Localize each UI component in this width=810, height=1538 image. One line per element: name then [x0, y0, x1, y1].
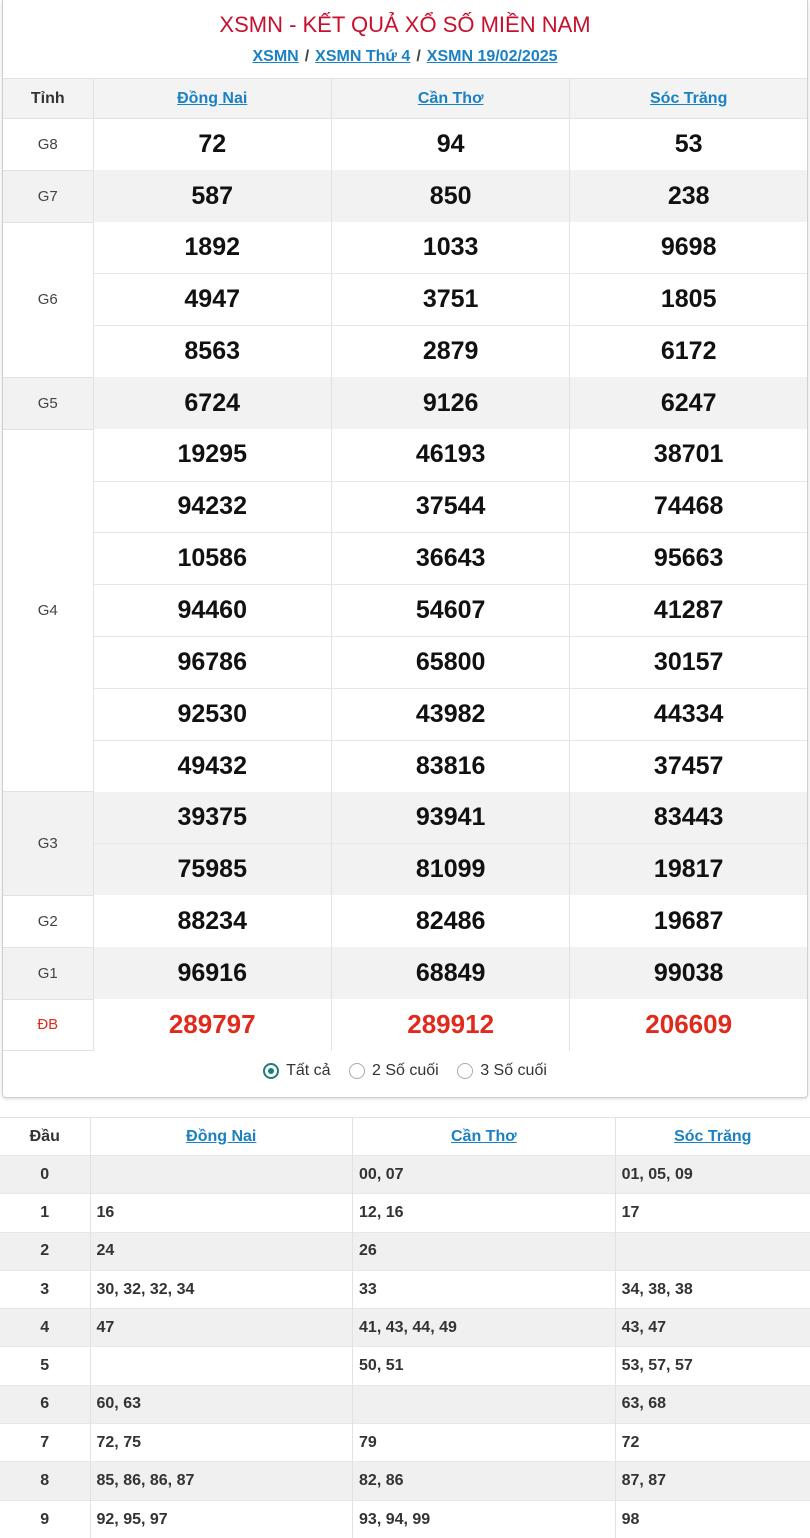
loto-values: 82, 86 — [353, 1462, 616, 1500]
loto-values: 26 — [353, 1232, 616, 1270]
special-prize-number: 289912 — [331, 999, 569, 1051]
prize-row-đb — [3, 999, 807, 1051]
prize-number: 37457 — [653, 751, 724, 780]
dau-digit: 6 — [0, 1385, 90, 1423]
breadcrumb — [3, 48, 807, 66]
prize-number: 46193 — [331, 429, 569, 481]
prize-number: 9698 — [570, 222, 807, 274]
loto-values: 98 — [615, 1500, 810, 1538]
dau-digit: 7 — [0, 1424, 90, 1462]
loto-row — [0, 1156, 810, 1194]
loto-values: 50, 51 — [353, 1347, 616, 1385]
loto-values — [353, 1385, 616, 1423]
prize-row-g6 — [3, 274, 807, 326]
prize-number: 94 — [331, 119, 569, 171]
prize-number: 1033 — [331, 222, 569, 274]
prize-number: 81099 — [331, 844, 569, 896]
prize-number: 3751 — [331, 274, 569, 326]
filter-3-digits-option[interactable] — [457, 1062, 547, 1080]
prize-label: G8 — [3, 119, 93, 171]
prize-number: 72 — [93, 119, 331, 171]
dau-digit: 3 — [0, 1270, 90, 1308]
dau-digit: 1 — [0, 1194, 90, 1232]
prize-number: 54607 — [331, 585, 569, 637]
filter-2-digits-option[interactable] — [349, 1062, 439, 1080]
prize-number: 96786 — [93, 636, 331, 688]
prize-row-g8 — [3, 119, 807, 171]
loto-values: 47 — [90, 1309, 353, 1347]
radio-icon[interactable] — [457, 1063, 473, 1079]
digit-filter — [3, 1062, 807, 1084]
loto-values: 85, 86, 86, 87 — [90, 1462, 353, 1500]
prize-row-g4 — [3, 533, 807, 585]
loto-values: 30, 32, 32, 34 — [90, 1270, 353, 1308]
loto-values: 43, 47 — [615, 1309, 810, 1347]
prize-number: 96916 — [93, 947, 331, 999]
prize-number: 39375 — [93, 792, 331, 844]
loto-row — [0, 1309, 810, 1347]
loto-row — [0, 1500, 810, 1538]
loto-values: 87, 87 — [615, 1462, 810, 1500]
breadcrumb-date[interactable]: XSMN 19/02/2025 — [426, 48, 558, 65]
loto-values: 72 — [615, 1424, 810, 1462]
prize-number: 82486 — [331, 895, 569, 947]
prize-number: 19295 — [93, 429, 331, 481]
prize-number: 41287 — [570, 585, 807, 637]
prize-label: G3 — [3, 792, 93, 896]
prize-number: 83443 — [570, 792, 807, 844]
prize-number: 44334 — [570, 688, 807, 740]
loto-row — [0, 1232, 810, 1270]
prize-row-g4 — [3, 688, 807, 740]
loto-values: 17 — [615, 1194, 810, 1232]
prize-label: G2 — [3, 895, 93, 947]
prize-number: 6724 — [93, 377, 331, 429]
loto-values: 00, 07 — [353, 1156, 616, 1194]
prize-number: 850 — [331, 170, 569, 222]
loto-header-row — [0, 1118, 810, 1156]
radio-selected-icon[interactable] — [263, 1063, 279, 1079]
prize-number: 30157 — [570, 636, 807, 688]
prize-number: 1805 — [570, 274, 807, 326]
loto-values: 34, 38, 38 — [615, 1270, 810, 1308]
special-prize-number: 206609 — [645, 1009, 733, 1040]
prize-label: G6 — [3, 222, 93, 377]
radio-icon[interactable] — [349, 1063, 365, 1079]
loto-values — [90, 1156, 353, 1194]
loto-row — [0, 1462, 810, 1500]
loto-values: 16 — [90, 1194, 353, 1232]
dau-digit: 5 — [0, 1347, 90, 1385]
breadcrumb-separator: / — [416, 48, 421, 65]
prize-number: 10586 — [93, 533, 331, 585]
loto-values: 24 — [90, 1232, 353, 1270]
loto-row — [0, 1270, 810, 1308]
loto-values: 33 — [353, 1270, 616, 1308]
prize-number: 74468 — [570, 481, 807, 533]
prize-row-g1 — [3, 947, 807, 999]
dau-digit: 8 — [0, 1462, 90, 1500]
loto-row — [0, 1385, 810, 1423]
prize-number: 37544 — [331, 481, 569, 533]
prize-number: 6172 — [660, 337, 717, 366]
prize-row-g6 — [3, 222, 807, 274]
loto-values: 53, 57, 57 — [615, 1347, 810, 1385]
breadcrumb-xsmn[interactable]: XSMN — [252, 48, 299, 65]
prize-row-g3 — [3, 844, 807, 896]
loto-province-link-soc-trang[interactable]: Sóc Trăng — [674, 1127, 752, 1145]
loto-values: 41, 43, 44, 49 — [353, 1309, 616, 1347]
prize-number: 92530 — [93, 688, 331, 740]
prize-number: 19687 — [653, 906, 724, 935]
prize-row-g7 — [3, 170, 807, 222]
dau-digit: 9 — [0, 1500, 90, 1538]
loto-values: 60, 63 — [90, 1385, 353, 1423]
loto-values: 72, 75 — [90, 1424, 353, 1462]
prize-row-g4 — [3, 585, 807, 637]
prize-number: 68849 — [331, 947, 569, 999]
prize-label: G5 — [3, 377, 93, 429]
loto-row — [0, 1347, 810, 1385]
prize-label: G1 — [3, 947, 93, 999]
prize-number: 94232 — [93, 481, 331, 533]
results-card — [2, 0, 808, 1098]
prize-number: 36643 — [331, 533, 569, 585]
prize-number: 99038 — [570, 947, 807, 999]
prize-row-g4 — [3, 636, 807, 688]
prize-number: 65800 — [331, 636, 569, 688]
prize-number: 4947 — [93, 274, 331, 326]
breadcrumb-weekday[interactable]: XSMN Thứ 4 — [315, 48, 411, 65]
loto-values: 63, 68 — [615, 1385, 810, 1423]
prize-number: 9126 — [331, 377, 569, 429]
dau-column-header: Đầu — [0, 1118, 90, 1156]
prize-row-g2 — [3, 895, 807, 947]
results-header-row — [3, 79, 807, 119]
results-table — [3, 78, 807, 1051]
loto-values — [615, 1232, 810, 1270]
prize-number: 53 — [674, 130, 703, 159]
province-link-soc-trang[interactable]: Sóc Trăng — [570, 79, 807, 119]
prize-row-g5 — [3, 377, 807, 429]
province-link-can-tho[interactable]: Cần Thơ — [331, 79, 569, 119]
prize-number: 88234 — [93, 895, 331, 947]
prize-row-g4 — [3, 429, 807, 481]
loto-row — [0, 1194, 810, 1232]
prize-number: 2879 — [331, 326, 569, 378]
loto-values: 93, 94, 99 — [353, 1500, 616, 1538]
filter-all-option[interactable] — [263, 1062, 330, 1080]
prize-label: G7 — [3, 170, 93, 222]
province-link-dong-nai[interactable]: Đồng Nai — [93, 79, 331, 119]
dau-digit: 2 — [0, 1232, 90, 1270]
loto-values: 79 — [353, 1424, 616, 1462]
prize-number: 19817 — [570, 844, 807, 896]
prize-number: 49432 — [93, 740, 331, 792]
prize-label: ĐB — [3, 999, 93, 1051]
prize-number: 94460 — [93, 585, 331, 637]
filter-2-digits-label: 2 Số cuối — [372, 1062, 439, 1079]
prize-row-g3 — [3, 792, 807, 844]
prize-number: 8563 — [93, 326, 331, 378]
prize-number: 1892 — [93, 222, 331, 274]
page-title: XSMN - KẾT QUẢ XỔ SỐ MIỀN NAM — [219, 12, 591, 37]
prize-number: 75985 — [93, 844, 331, 896]
prize-row-g4 — [3, 740, 807, 792]
prize-number: 95663 — [570, 533, 807, 585]
loto-values — [90, 1347, 353, 1385]
loto-head-table — [0, 1117, 810, 1538]
filter-all-label: Tất cả — [286, 1062, 331, 1079]
prize-number: 6247 — [570, 377, 807, 429]
loto-province-link-dong-nai[interactable]: Đồng Nai — [90, 1118, 353, 1156]
loto-province-link-can-tho[interactable]: Cần Thơ — [353, 1118, 616, 1156]
prize-row-g4 — [3, 481, 807, 533]
loto-values: 92, 95, 97 — [90, 1500, 353, 1538]
prize-number: 43982 — [331, 688, 569, 740]
dau-digit: 4 — [0, 1309, 90, 1347]
loto-values: 01, 05, 09 — [615, 1156, 810, 1194]
special-prize-number: 289797 — [93, 999, 331, 1051]
province-column-header: Tỉnh — [3, 79, 93, 119]
loto-values: 12, 16 — [353, 1194, 616, 1232]
loto-row — [0, 1424, 810, 1462]
filter-3-digits-label: 3 Số cuối — [480, 1062, 547, 1079]
breadcrumb-separator: / — [304, 48, 310, 65]
prize-label: G4 — [3, 429, 93, 792]
prize-number: 238 — [570, 170, 807, 222]
prize-number: 93941 — [331, 792, 569, 844]
prize-number: 38701 — [570, 429, 807, 481]
prize-number: 587 — [93, 170, 331, 222]
dau-digit: 0 — [0, 1156, 90, 1194]
prize-row-g6 — [3, 326, 807, 378]
prize-number: 83816 — [331, 740, 569, 792]
